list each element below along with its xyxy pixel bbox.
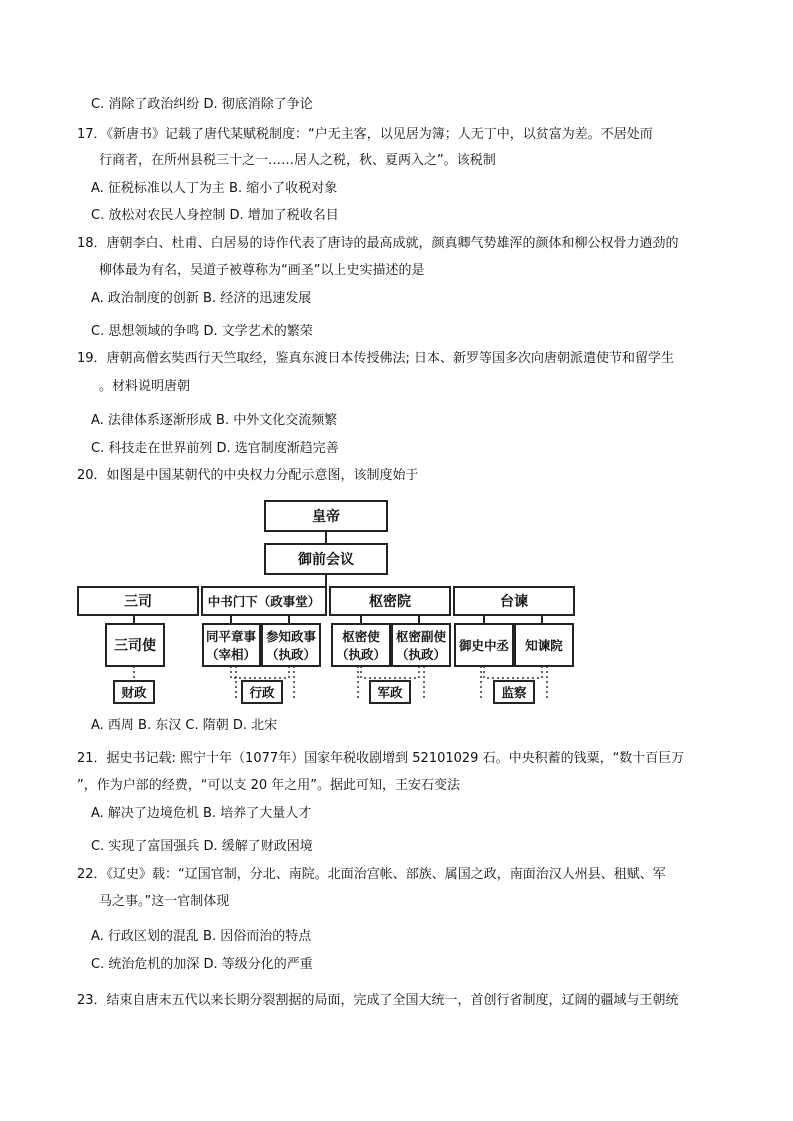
council-label: 御前会议 bbox=[298, 552, 354, 568]
power-military-label: 军政 bbox=[377, 685, 403, 700]
power-supervision-label: 监察 bbox=[501, 685, 527, 700]
canzhi-line1: 参知政事 bbox=[265, 629, 317, 644]
q18-options-ab: A. 政治制度的创新 B. 经济的迅速发展 bbox=[91, 291, 312, 306]
shumi-shi-line1: 枢密使 bbox=[342, 629, 380, 644]
q22-options-ab: A. 行政区划的混乱 B. 因俗而治的特点 bbox=[91, 929, 312, 944]
q17-stem-line1: 17．《新唐书》记载了唐代某赋税制度：“户无主客，以见居为簿；人无丁中，以贫富为差。不居处而 bbox=[77, 127, 653, 142]
emperor-label: 皇帝 bbox=[312, 509, 340, 525]
q21-options-ab: A. 解决了边境危机 B. 培养了大量人才 bbox=[91, 806, 312, 821]
central-power-diagram bbox=[76, 500, 576, 710]
q22-options-cd: C. 统治危机的加深 D. 等级分化的严重 bbox=[91, 957, 313, 972]
tongping-line2: （宰相） bbox=[205, 647, 257, 662]
q17-stem-line2: 行商者，在所州县税三十之一……居人之税，秋、夏两入之”。该税制 bbox=[99, 153, 496, 168]
dept-sansi-label: 三司 bbox=[124, 594, 152, 610]
q19-stem-line1: 19．唐朝高僧玄奘西行天竺取经，鉴真东渡日本传授佛法; 日本、新罗等国多次向唐朝派遣使节和留学生 bbox=[77, 351, 675, 366]
shumi-shi-line2: （执政） bbox=[335, 647, 387, 662]
q19-stem-line2: 。材料说明唐朝 bbox=[99, 379, 191, 394]
q19-options-ab: A. 法律体系逐渐形成 B. 中外文化交流频繁 bbox=[91, 413, 338, 428]
yushi-label: 御史中丞 bbox=[458, 638, 510, 653]
q21-stem-line2: ”，作为户部的经费，“可以支 20 年之用”。据此可知，王安石变法 bbox=[77, 778, 461, 793]
power-admin-label: 行政 bbox=[249, 685, 275, 700]
q19-options-cd: C. 科技走在世界前列 D. 选官制度渐趋完善 bbox=[91, 441, 339, 456]
q21-stem-line1: 21．据史书记载: 熙宁十年（1077年）国家年税收剧增到 52101029 石。中央积蓄的钱粟，“数十百巨万 bbox=[77, 751, 685, 766]
q18-stem-line1: 18．唐朝李白、杜甫、白居易的诗作代表了唐诗的最高成就，颜真卿气势雄浑的颜体和柳公权骨力遒劲的 bbox=[77, 236, 679, 251]
q22-stem-line2: 马之事。”这一官制体现 bbox=[99, 894, 230, 909]
zhijian-label: 知谏院 bbox=[525, 638, 563, 653]
q21-options-cd: C. 实现了富国强兵 D. 缓解了财政困境 bbox=[91, 839, 313, 854]
tongping-line1: 同平章事 bbox=[205, 629, 257, 644]
q20-stem: 20．如图是中国某朝代的中央权力分配示意图，该制度始于 bbox=[77, 468, 419, 483]
q17-options-cd: C. 放松对农民人身控制 D. 增加了税收名目 bbox=[91, 208, 339, 223]
shumi-fushi-line2: （执政） bbox=[395, 647, 447, 662]
dept-shumi-label: 枢密院 bbox=[369, 594, 411, 610]
q22-stem-line1: 22．《辽史》载：“辽国官制，分北、南院。北面治宫帐、部族、属国之政，南面治汉人州县、租赋、军 bbox=[77, 867, 666, 882]
sansi-shi-label: 三司使 bbox=[114, 638, 156, 654]
dept-zhongshu-label: 中书门下（政事堂） bbox=[207, 594, 321, 609]
q18-stem-line2: 柳体最为有名，吴道子被尊称为“画圣”以上史实描述的是 bbox=[99, 263, 425, 278]
q18-options-cd: C. 思想领域的争鸣 D. 文学艺术的繁荣 bbox=[91, 324, 313, 339]
shumi-fushi-line1: 枢密副使 bbox=[395, 629, 447, 644]
canzhi-line2: （执政） bbox=[265, 647, 317, 662]
power-finance-label: 财政 bbox=[121, 685, 147, 700]
q16-options-cd: C. 消除了政治纠纷 D. 彻底消除了争论 bbox=[91, 97, 313, 112]
q17-options-ab: A. 征税标准以人丁为主 B. 缩小了收税对象 bbox=[91, 181, 338, 196]
q23-stem-line1: 23．结束自唐末五代以来长期分裂割据的局面，完成了全国大统一，首创行省制度，辽阔的疆域与王朝统 bbox=[77, 993, 679, 1008]
dept-taijian-label: 台谏 bbox=[500, 594, 528, 610]
q20-options: A. 西周 B. 东汉 C. 隋朝 D. 北宋 bbox=[91, 718, 278, 733]
